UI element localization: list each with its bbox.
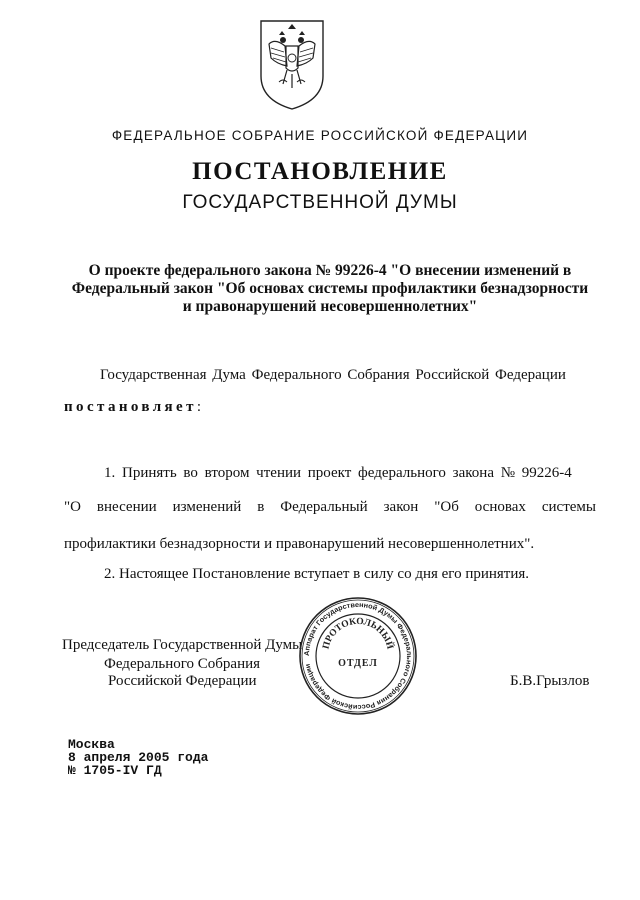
decree-verb: постановляет: [64, 399, 197, 415]
signatory-title-line: Российской Федерации: [108, 673, 257, 689]
item-1-line-1: 1. Принять во втором чтении проект федерального закона № 99226-4: [104, 465, 572, 481]
issuer-title: ГОСУДАРСТВЕННОЙ ДУМЫ: [182, 192, 458, 213]
stamp-inner-text: ПРОТОКОЛЬНЫЙ: [321, 616, 395, 651]
item-2-text: 2. Настоящее Постановление вступает в силу со дня его принятия.: [104, 566, 530, 582]
subject-line: Федеральный закон "Об основах системы профилактики безнадзорности: [71, 280, 589, 297]
signatory-title-line: Председатель Государственной Думы: [62, 637, 303, 653]
organization-title: ФЕДЕРАЛЬНОЕ СОБРАНИЕ РОССИЙСКОЙ ФЕДЕРАЦИИ: [111, 128, 529, 143]
signatory-title-line: Федерального Собрания: [104, 656, 261, 672]
coat-of-arms-emblem-icon: [257, 18, 327, 112]
stamp-outer-text: Аппарат Государственной Думы Федерального Собрания Российской Федерации: [303, 601, 413, 711]
item-1-line-2: "О внесении изменений в Федеральный закон "Об основах системы: [64, 499, 596, 515]
official-stamp-icon: [298, 596, 418, 716]
decree-word: [64, 399, 201, 416]
registration-number: № 1705-IV ГД: [68, 763, 162, 778]
document-type-title: ПОСТАНОВЛЕНИЕ: [192, 158, 448, 185]
preamble-text: Государственная Дума Федерального Собрания Российской Федерации: [100, 367, 566, 383]
item-1-line-3: профилактики безнадзорности и правонарушений несовершеннолетних".: [64, 536, 535, 552]
place-of-issue: Москва: [68, 737, 115, 752]
subject-line: и правонарушений несовершеннолетних": [182, 298, 478, 315]
issue-date: 8 апреля 2005 года: [68, 750, 209, 765]
subject-line: О проекте федерального закона № 99226-4 "О внесении изменений в: [88, 262, 572, 279]
stamp-center-text: ОТДЕЛ: [338, 658, 378, 669]
document-subject: [60, 262, 600, 316]
decree-colon: :: [196, 399, 202, 415]
signer-name: Б.В.Грызлов: [510, 673, 590, 689]
